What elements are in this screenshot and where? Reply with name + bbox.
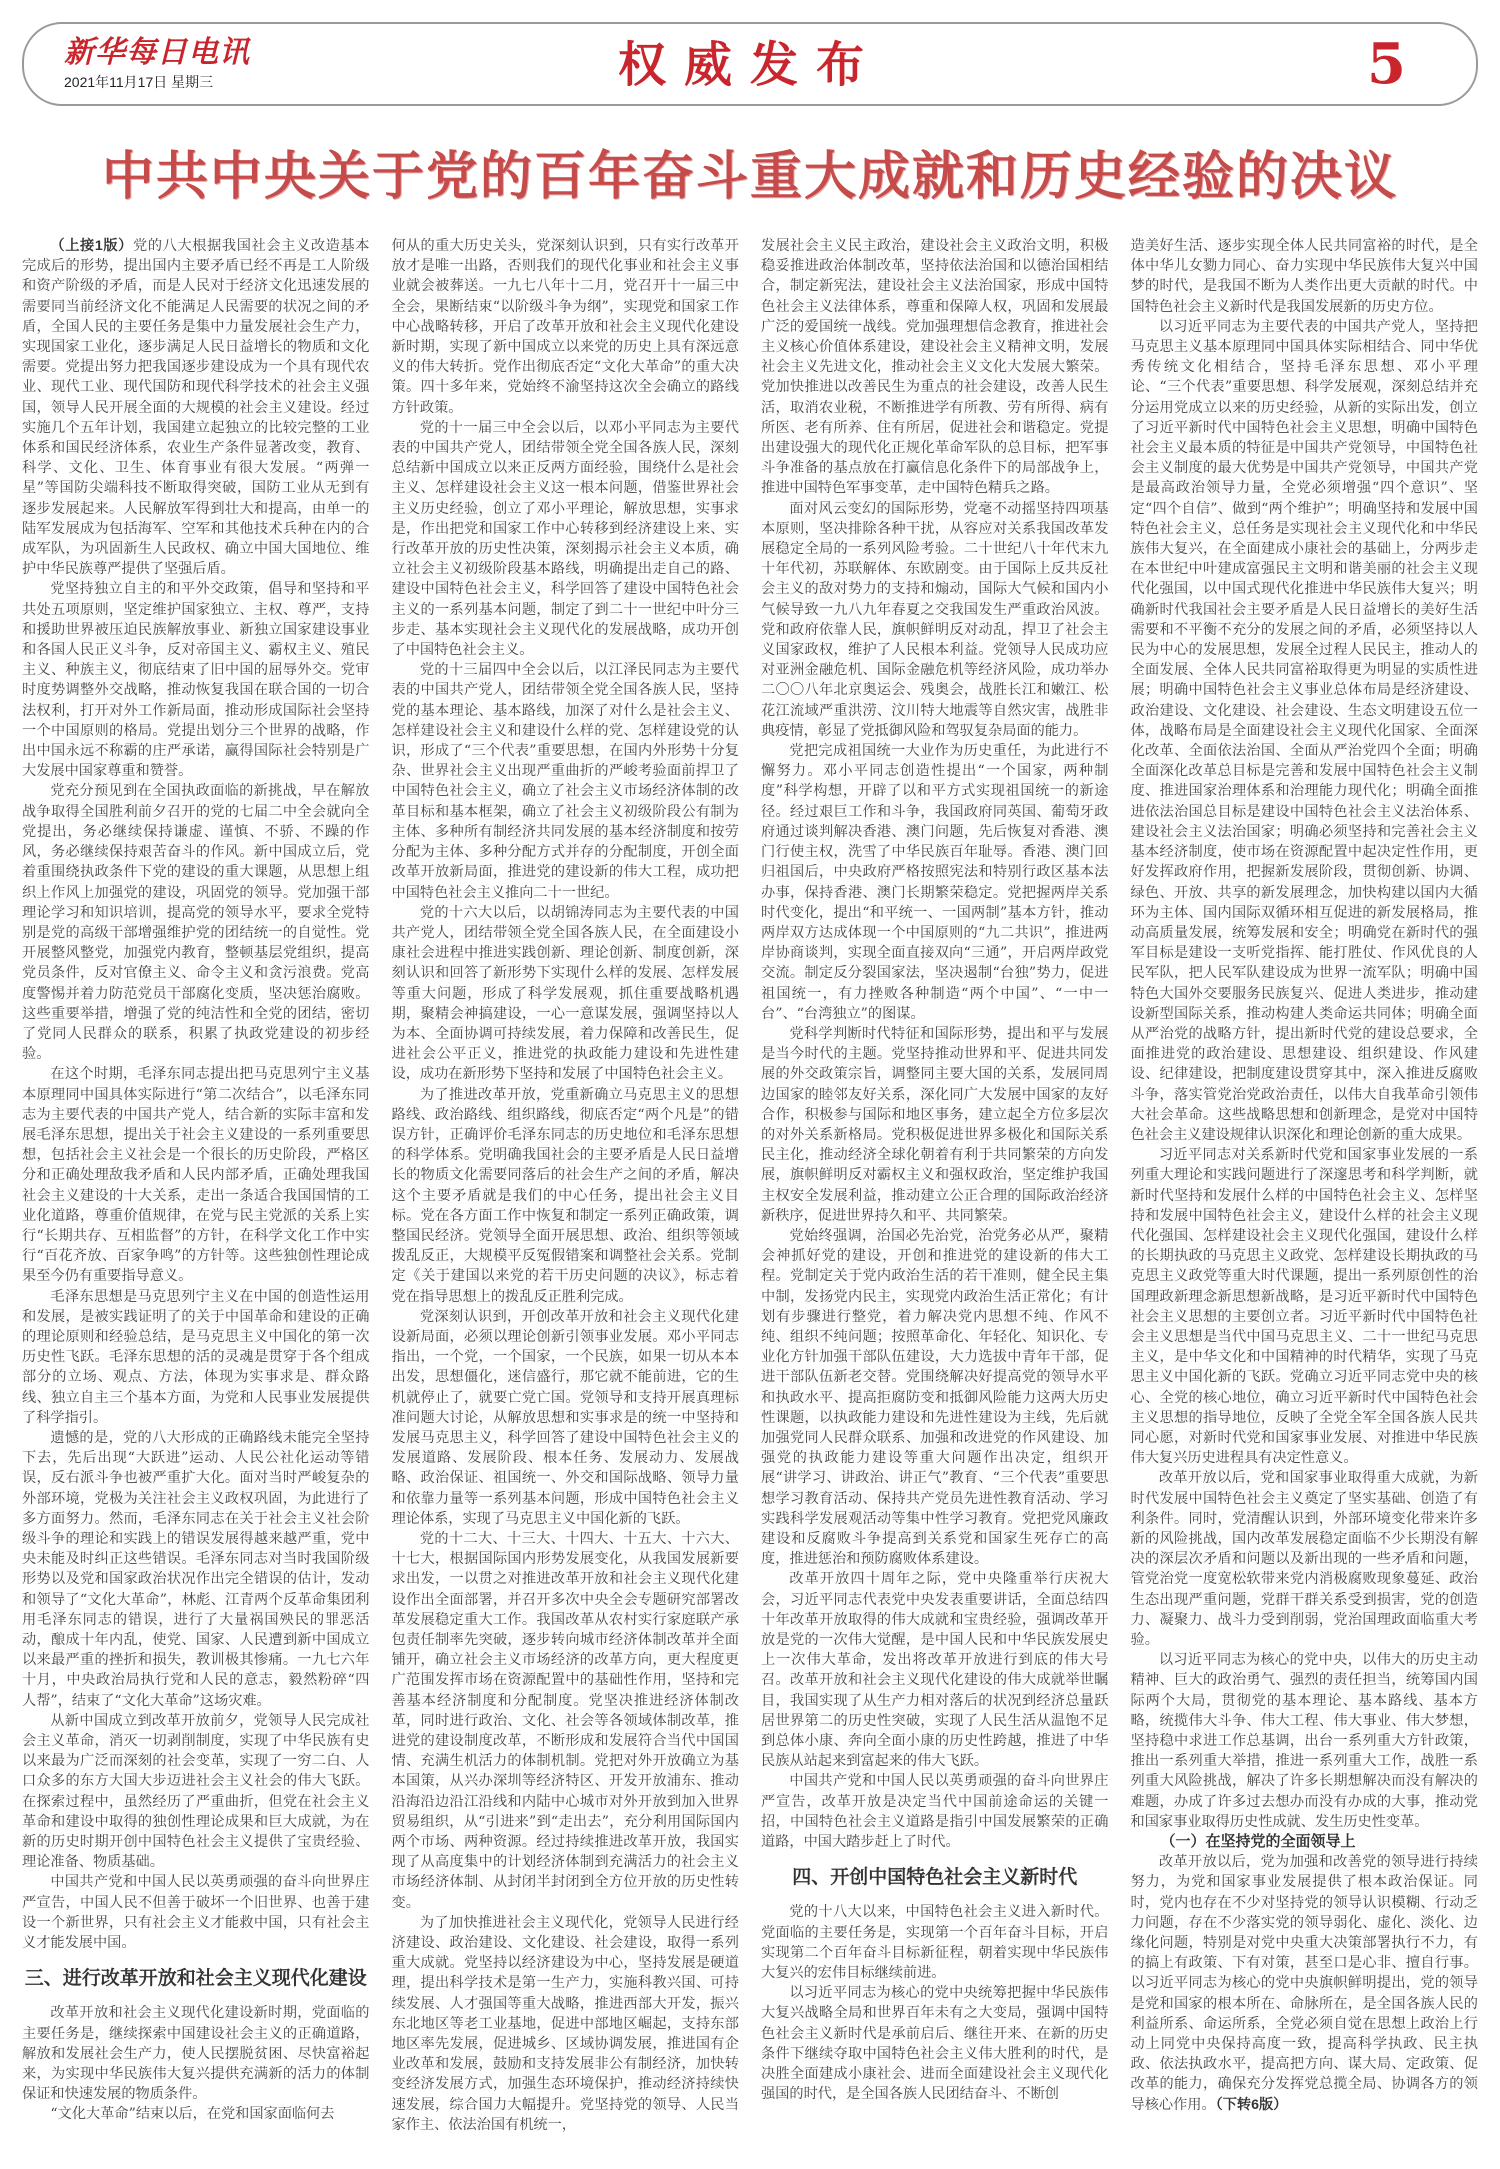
paragraph: 面对风云变幻的国际形势，党毫不动摇坚持四项基本原则，坚决排除各种干扰，从容应对关系我国改革发展稳定全局的一系列风险考验。二十世纪八十年代末九十年代初，苏联解体、东欧剧变。由于国际上反共反社会主义的敌对势力的支持和煽动，国际大气候和国内小气候导致一九八九年春夏之交我国发生严重政治风波。党和政府依靠人民，旗帜鲜明反对动乱，捍卫了社会主义国家政权，维护了人民根本利益。党领导人民成功应对亚洲金融危机、国际金融危机等经济风险，成功举办二〇〇八年北京奥运会、残奥会，战胜长江和嫩江、松花江流域严重洪涝、汶川特大地震等自然灾害，战胜非典疫情，彰显了党抵御风险和驾驭复杂局面的能力。	[761, 500, 1109, 739]
paragraph: 党充分预见到在全国执政面临的新挑战，早在解放战争取得全国胜利前夕召开的党的七届二中全会就向全党提出，务必继续保持谦虚、谨慎、不骄、不躁的作风，务必继续保持艰苦奋斗的作风。新中国成立后，党着重围绕执政条件下党的建设的重大课题，从思想上组织上作风上加强党的建设，巩固党的领导。党加强干部理论学习和知识培训，提高党的领导水平，要求全党特别是党的高级干部增强维护党的团结统一的自觉性。党开展整风整党，加强党内教育，整顿基层党组织，提高党员条件，反对官僚主义、命令主义和贪污浪费。党高度警惕并着力防范党员干部腐化变质，坚决惩治腐败。这些重要举措，增强了党的纯洁性和全党的团结，密切了党同人民群众的联系，积累了执政党建设的初步经验。	[22, 783, 370, 1063]
paragraph: 改革开放四十周年之际，党中央隆重举行庆祝大会，习近平同志代表党中央发表重要讲话，全面总结四十年改革开放取得的伟大成就和宝贵经验，强调改革开放是党的一次伟大觉醒，是中国人民和中华民族发展史上一次伟大革命，发出将改革开放进行到底的伟大号召。改革开放和社会主义现代化建设的伟大成就举世瞩目，我国实现了从生产力相对落后的状况到经济总量跃居世界第二的历史性突破，实现了人民生活从温饱不足到总体小康、奔向全面小康的历史性跨越，推进了中华民族从站起来到富起来的伟大飞跃。	[761, 1571, 1109, 1770]
paragraph: 党深刻认识到，开创改革开放和社会主义现代化建设新局面，必须以理论创新引领事业发展。邓小平同志指出，一个党，一个国家，一个民族，如果一切从本本出发，思想僵化，迷信盛行，那它就不能前进，它的生机就停止了，就要亡党亡国。党领导和支持开展真理标准问题大讨论，从解放思想和实事求是的统一中坚持和发展马克思主义，科学回答了建设中国特色社会主义的发展道路、发展阶段、根本任务、发展动力、发展战略、政治保证、祖国统一、外交和国际战略、领导力量和依靠力量等一系列基本问题，形成中国特色社会主义理论体系，实现了马克思主义中国化新的飞跃。	[391, 1308, 739, 1527]
paragraph: 毛泽东思想是马克思列宁主义在中国的创造性运用和发展，是被实践证明了的关于中国革命和建设的正确的理论原则和经验总结，是马克思主义中国化的第一次历史性飞跃。毛泽东思想的活的灵魂是贯穿于各个组成部分的立场、观点、方法，体现为实事求是、群众路线、独立自主三个基本方面，为党和人民事业发展提供了科学指引。	[22, 1288, 370, 1426]
column-4	[1131, 236, 1479, 2146]
paragraph: 党的十三届四中全会以后，以江泽民同志为主要代表的中国共产党人，团结带领全党全国各族人民，坚持党的基本理论、基本路线，加深了对什么是社会主义、怎样建设社会主义和建设什么样的党、怎样建设党的认识，形成了“三个代表”重要思想，在国内外形势十分复杂、世界社会主义出现严重曲折的严峻考验面前捍卫了中国特色社会主义，确立了社会主义市场经济体制的改革目标和基本框架，确立了社会主义初级阶段公有制为主体、多种所有制经济共同发展的基本经济制度和按劳分配为主体、多种分配方式并存的分配制度，开创全面改革开放新局面，推进党的建设新的伟大工程，成功把中国特色社会主义推向二十一世纪。	[391, 662, 739, 901]
continued-from-note: （上接1版）	[50, 238, 134, 254]
paragraph: 改革开放以后，党和国家事业取得重大成就，为新时代发展中国特色社会主义奠定了坚实基础、创造了有利条件。同时，党清醒认识到，外部环境变化带来许多新的风险挑战，国内改革发展稳定面临不少长期没有解决的深层次矛盾和问题以及新出现的一些矛盾和问题，管党治党一度宽松软带来党内消极腐败现象蔓延、政治生态出现严重问题，党群干群关系受到损害，党的创造力、凝聚力、战斗力受到削弱，党治国理政面临重大考验。	[1130, 1470, 1478, 1649]
paragraph: 党的十六大以后，以胡锦涛同志为主要代表的中国共产党人，团结带领全党全国各族人民，在全面建设小康社会进程中推进实践创新、理论创新、制度创新，深刻认识和回答了新形势下实现什么样的发展、怎样发展等重大问题，形成了科学发展观，抓住重要战略机遇期，聚精会神搞建设，一心一意谋发展，强调坚持以人为本、全面协调可持续发展，着力保障和改善民生，促进社会公平正义，推进党的执政能力建设和先进性建设，成功在新形势下坚持和发展了中国特色社会主义。	[391, 904, 739, 1083]
article-body	[22, 236, 1478, 2146]
page-number: 5	[1367, 31, 1406, 97]
issue-date: 2021年11月17日 星期三	[64, 74, 214, 90]
paragraph: 从新中国成立到改革开放前夕，党领导人民完成社会主义革命，消灭一切剥削制度，实现了中华民族有史以来最为广泛而深刻的社会变革，实现了一穷二白、人口众多的东方大国大步迈进社会主义社会的伟大飞跃。在探索过程中，虽然经历了严重曲折，但党在社会主义革命和建设中取得的独创性理论成果和巨大成就，为在新的历史时期开创中国特色社会主义提供了宝贵经验、理论准备、物质基础。	[22, 1712, 370, 1871]
paragraph: 以习近平同志为核心的党中央，以伟大的历史主动精神、巨大的政治勇气、强烈的责任担当，统筹国内国际两个大局，贯彻党的基本理论、基本路线、基本方略，统揽伟大斗争、伟大工程、伟大事业、伟大梦想，坚持稳中求进工作总基调，出台一系列重大方针政策，推出一系列重大举措，推进一系列重大工作，战胜一系列重大风险挑战，解决了许多长期想解决而没有解决的难题，办成了许多过去想办而没有办成的大事，推动党和国家事业取得历史性成就、发生历史性变革。	[1130, 1652, 1478, 1830]
paragraph: 遗憾的是，党的八大形成的正确路线未能完全坚持下去，先后出现“大跃进”运动、人民公社化运动等错误，反右派斗争也被严重扩大化。面对当时严峻复杂的外部环境，党极为关注社会主义政权巩固，为此进行了多方面努力。然而，毛泽东同志在关于社会主义社会阶级斗争的理论和实践上的错误发展得越来越严重，党中央未能及时纠正这些错误。毛泽东同志对当时我国阶级形势以及党和国家政治状况作出完全错误的估计，发动和领导了“文化大革命”，林彪、江青两个反革命集团利用毛泽东同志的错误，进行了大量祸国殃民的罪恶活动，酿成十年内乱，使党、国家、人民遭到新中国成立以来最严重的挫折和损失，教训极其惨痛。一九七六年十月，中央政治局执行党和人民的意志，毅然粉碎“四人帮”，结束了“文化大革命”这场灾难。	[22, 1429, 370, 1709]
paragraph: 为了加快推进社会主义现代化，党领导人民进行经济建设、政治建设、文化建设、社会建设，取得一系列重大成就。党坚持以经济建设为中心，坚持发展是硬道理，提出科学技术是第一生产力，实施科教兴国、可持续发展、人才强国等重大战略，推进西部大开发，振兴东北地区等老工业基地，促进中部地区崛起，支持东部地区率先发展，促进城乡、区域协调发展，推进国有企业改革和发展，鼓励和支持发展非公有制经济，加快转变经济发展方式，加强生态环境保护，推动经济持续快速发展，综合国力大幅提升。党坚持党的领导、人民当家作主、依法治国有机统一，	[391, 1914, 739, 2133]
paragraph-continuation: 发展社会主义民主政治，建设社会主义政治文明，积极稳妥推进政治体制改革，坚持依法治国和以德治国相结合，制定新宪法，建设社会主义法治国家，形成中国特色社会主义法律体系，尊重和保障人权，巩固和发展最广泛的爱国统一战线。党加强理想信念教育，推进社会主义核心价值体系建设，建设社会主义精神文明，发展社会主义先进文化，推动社会主义文化大发展大繁荣。党加快推进以改善民生为重点的社会建设，改善人民生活，取消农业税，不断推进学有所教、劳有所得、病有所医、老有所养、住有所居，促进社会和谐稳定。党提出建设强大的现代化正规化革命军队的总目标，把军事斗争准备的基点放在打赢信息化条件下的局部战争上，推进中国特色军事变革，走中国特色精兵之路。	[761, 238, 1109, 497]
paragraph-continuation: 何从的重大历史关头，党深刻认识到，只有实行改革开放才是唯一出路，否则我们的现代化事业和社会主义事业就会被葬送。一九七八年十二月，党召开十一届三中全会，果断结束“以阶级斗争为纲”，实现党和国家工作中心战略转移，开启了改革开放和社会主义现代化建设新时期，实现了新中国成立以来党的历史上具有深远意义的伟大转折。党作出彻底否定“文化大革命”的重大决策。四十多年来，党始终不渝坚持这次全会确立的路线方针政策。	[391, 238, 739, 416]
paragraph: 为了推进改革开放，党重新确立马克思主义的思想路线、政治路线、组织路线，彻底否定“两个凡是”的错误方针，正确评价毛泽东同志的历史地位和毛泽东思想的科学体系。党明确我国社会的主要矛盾是人民日益增长的物质文化需要同落后的社会生产之间的矛盾，解决这个主要矛盾就是我们的中心任务，提出社会主义目标。党在各方面工作中恢复和制定一系列正确政策，调整国民经济。党领导全面开展思想、政治、组织等领域拨乱反正，大规模平反冤假错案和调整社会关系。党制定《关于建国以来党的若干历史问题的决议》，标志着党在指导思想上的拨乱反正胜利完成。	[391, 1086, 739, 1305]
paragraph: 党始终强调，治国必先治党，治党务必从严，聚精会神抓好党的建设，开创和推进党的建设新的伟大工程。党制定关于党内政治生活的若干准则，健全民主集中制，发扬党内民主，实现党内政治生活正常化；有计划有步骤进行整党，着力解决党内思想不纯、作风不纯、组织不纯问题；按照革命化、年轻化、知识化、专业化方针加强干部队伍建设，大力选拔中青年干部，促进干部队伍新老交替。党围绕解决好提高党的领导水平和执政水平、提高拒腐防变和抵御风险能力这两大历史性课题，以执政能力建设和先进性建设为主线，先后就加强党同人民群众联系、加强和改进党的作风建设、加强党的执政能力建设等重大问题作出决定，组织开展“讲学习、讲政治、讲正气”教育、“三个代表”重要思想学习教育活动、保持共产党员先进性教育活动、学习实践科学发展观活动等集中性学习教育。党把党风廉政建设和反腐败斗争提高到关系党和国家生死存亡的高度，推进惩治和预防腐败体系建设。	[761, 1227, 1109, 1568]
paragraph: 党科学判断时代特征和国际形势，提出和平与发展是当今时代的主题。党坚持推动世界和平、促进共同发展的外交政策宗旨，调整同主要大国的关系，发展同周边国家的睦邻友好关系，深化同广大发展中国家的友好合作，积极参与国际和地区事务，建立起全方位多层次的对外关系新格局。党积极促进世界多极化和国际关系民主化，推动经济全球化朝着有利于共同繁荣的方向发展，旗帜鲜明反对霸权主义和强权政治，坚定维护我国主权安全发展利益，推动建立公正合理的国际政治经济新秩序，促进世界持久和平、共同繁荣。	[761, 1025, 1109, 1224]
paragraph: 改革开放和社会主义现代化建设新时期，党面临的主要任务是，继续探索中国建设社会主义的正确道路，解放和发展社会生产力，使人民摆脱贫困、尽快富裕起来，为实现中华民族伟大复兴提供充满新的活力的体制保证和快速发展的物质条件。	[22, 2005, 370, 2103]
column-2	[392, 236, 740, 2146]
paragraph: 党坚持独立自主的和平外交政策，倡导和坚持和平共处五项原则，坚定维护国家独立、主权、尊严，支持和援助世界被压迫民族解放事业、新独立国家建设事业和各国人民正义斗争，反对帝国主义、霸权主义、殖民主义、种族主义，彻底结束了旧中国的屈辱外交。党审时度势调整外交战略，推动恢复我国在联合国的一切合法权利，打开对外工作新局面，推动形成国际社会坚持一个中国原则的格局。党提出划分三个世界的战略，作出中国永远不称霸的庄严承诺，赢得国际社会特别是广大发展中国家尊重和赞誉。	[22, 581, 370, 780]
paragraph: 党的十二大、十三大、十四大、十五大、十六大、十七大，根据国际国内形势发展变化，从我国发展新要求出发，一以贯之对推进改革开放和社会主义现代化建设作出全面部署，并召开多次中央全会专题研究部署改革发展稳定重大工作。我国改革从农村实行家庭联产承包责任制率先突破，逐步转向城市经济体制改革并全面铺开，确立社会主义市场经济的改革方向，更大程度更广范围发挥市场在资源配置中的基础性作用，坚持和完善基本经济制度和分配制度。党坚决推进经济体制改革，同时进行政治、文化、社会等各领域体制改革，推进党的建设制度改革，不断形成和发展符合当代中国国情、充满生机活力的体制机制。党把对外开放确立为基本国策，从兴办深圳等经济特区、开发开放浦东、推动沿海沿边沿江沿线和内陆中心城市对外开放到加入世界贸易组织，从“引进来”到“走出去”，充分利用国际国内两个市场、两种资源。经过持续推进改革开放，我国实现了从高度集中的计划经济体制到充满活力的社会主义市场经济体制、从封闭半封闭到全方位开放的历史性转变。	[391, 1531, 739, 1911]
paragraph: 改革开放以后，党为加强和改善党的领导进行持续努力，为党和国家事业发展提供了根本政治保证。同时，党内也存在不少对坚持党的领导认识模糊、行动乏力问题，存在不少落实党的领导弱化、虚化、淡化、边缘化问题，特别是对党中央重大决策部署执行不力，有的搞上有政策、下有对策，甚至口是心非、擅自行事。以习近平同志为核心的党中央旗帜鲜明提出，党的领导是党和国家的根本所在、命脉所在，是全国各族人民的利益所系、命运所系，全党必须自觉在思想上政治上行动上同党中央保持高度一致，提高科学执政、民主执政、依法执政水平，提高把方向、谋大局、定政策、促改革的能力，确保充分发挥党总揽全局、协调各方的领导核心作用。（下转6版）	[1130, 1854, 1478, 2113]
paragraph: 党的十八大以来，中国特色社会主义进入新时代。党面临的主要任务是，实现第一个百年奋斗目标，开启实现第二个百年奋斗目标新征程，朝着实现中华民族伟大复兴的宏伟目标继续前进。	[761, 1904, 1109, 1982]
section-heading: 三、进行改革开放和社会主义现代化建设	[24, 1968, 367, 1990]
paragraph: 中国共产党和中国人民以英勇顽强的奋斗向世界庄严宣告，中国人民不但善于破坏一个旧世界、也善于建设一个新世界，只有社会主义才能救中国，只有社会主义才能发展中国。	[22, 1874, 370, 1952]
paragraph: 党把完成祖国统一大业作为历史重任，为此进行不懈努力。邓小平同志创造性提出“一个国家，两种制度”科学构想，开辟了以和平方式实现祖国统一的新途径。经过艰巨工作和斗争，我国政府同英国、葡萄牙政府通过谈判解决香港、澳门问题，先后恢复对香港、澳门行使主权，洗雪了中华民族百年耻辱。香港、澳门回归祖国后，中央政府严格按照宪法和特别行政区基本法办事，保持香港、澳门长期繁荣稳定。党把握两岸关系时代变化，提出“和平统一、一国两制”基本方针，推动两岸双方达成体现一个中国原则的“九二共识”，推进两岸协商谈判，实现全面直接双向“三通”，开启两岸政党交流。制定反分裂国家法，坚决遏制“台独”势力，促进祖国统一，有力挫败各种制造“两个中国”、“一中一台”、“台湾独立”的图谋。	[761, 743, 1109, 1022]
paragraph: 以习近平同志为主要代表的中国共产党人，坚持把马克思主义基本原理同中国具体实际相结合、同中华优秀传统文化相结合，坚持毛泽东思想、邓小平理论、“三个代表”重要思想、科学发展观，深刻总结并充分运用党成立以来的历史经验，从新的实际出发，创立了习近平新时代中国特色社会主义思想，明确中国特色社会主义最本质的特征是中国共产党领导，中国特色社会主义制度的最大优势是中国共产党领导，中国共产党是最高政治领导力量，全党必须增强“四个意识”、坚定“四个自信”、做到“两个维护”；明确坚持和发展中国特色社会主义，总任务是实现社会主义现代化和中华民族伟大复兴，在全面建成小康社会的基础上，分两步走在本世纪中叶建成富强民主文明和谐美丽的社会主义现代化强国，以中国式现代化推进中华民族伟大复兴；明确新时代我国社会主要矛盾是人民日益增长的美好生活需要和不平衡不充分的发展之间的矛盾，必须坚持以人民为中心的发展思想，发展全过程人民民主，推动人的全面发展、全体人民共同富裕取得更为明显的实质性进展；明确中国特色社会主义事业总体布局是经济建设、政治建设、文化建设、社会建设、生态文明建设五位一体，战略布局是全面建设社会主义现代化国家、全面深化改革、全面依法治国、全面从严治党四个全面；明确全面深化改革总目标是完善和发展中国特色社会主义制度、推进国家治理体系和治理能力现代化；明确全面推进依法治国总目标是建设中国特色社会主义法治体系、建设社会主义法治国家；明确必须坚持和完善社会主义基本经济制度，使市场在资源配置中起决定性作用，更好发挥政府作用，把握新发展阶段，贯彻创新、协调、绿色、开放、共享的新发展理念，加快构建以国内大循环为主体、国内国际双循环相互促进的新发展格局，推动高质量发展，统筹发展和安全；明确党在新时代的强军目标是建设一支听党指挥、能打胜仗、作风优良的人民军队，把人民军队建设成为世界一流军队；明确中国特色大国外交要服务民族复兴、促进人类进步，推动建设新型国际关系，推动构建人类命运共同体；明确全面从严治党的战略方针，提出新时代党的建设总要求，全面推进党的政治建设、思想建设、组织建设、作风建设、纪律建设，把制度建设贯穿其中，深入推进反腐败斗争，落实管党治党政治责任，以伟大自我革命引领伟大社会革命。这些战略思想和创新理念，是党对中国特色社会主义建设规律认识深化和理论创新的重大成果。	[1130, 318, 1478, 1143]
column-3	[761, 236, 1109, 2146]
continued-on-note: （下转6版）	[1215, 2096, 1288, 2113]
masthead	[22, 22, 1478, 106]
paragraph: 中国共产党和中国人民以英勇顽强的奋斗向世界庄严宣告，改革开放是决定当代中国前途命运的关键一招，中国特色社会主义道路是指引中国发展繁荣的正确道路，中国大踏步赶上了时代。	[761, 1773, 1109, 1851]
paragraph: （上接1版）党的八大根据我国社会主义改造基本完成后的形势，提出国内主要矛盾已经不再是工人阶级和资产阶级的矛盾，而是人民对于经济文化迅速发展的需要同当前经济文化不能满足人民需要的状况之间的矛盾，全国人民的主要任务是集中力量发展社会生产力，实现国家工业化，逐步满足人民日益增长的物质和文化需要。党提出努力把我国逐步建设成为一个具有现代农业、现代工业、现代国防和现代科学技术的社会主义强国，领导人民开展全面的大规模的社会主义建设。经过实施几个五年计划，我国建立起独立的比较完整的工业体系和国民经济体系，农业生产条件显著改变，教育、科学、文化、卫生、体育事业有很大发展。“两弹一星”等国防尖端科技不断取得突破，国防工业从无到有逐步发展起来。人民解放军得到壮大和提高，由单一的陆军发展成为包括海军、空军和其他技术兵种在内的合成军队，为巩固新生人民政权、确立中国大国地位、维护中华民族尊严提供了坚强后盾。	[22, 238, 370, 578]
paragraph: 习近平同志对关系新时代党和国家事业发展的一系列重大理论和实践问题进行了深邃思考和科学判断，就新时代坚持和发展什么样的中国特色社会主义、怎样坚持和发展中国特色社会主义，建设什么样的社会主义现代化强国、怎样建设社会主义现代化强国，建设什么样的长期执政的马克思主义政党、怎样建设长期执政的马克思主义政党等重大时代课题，提出一系列原创性的治国理政新理念新思想新战略，是习近平新时代中国特色社会主义思想的主要创立者。习近平新时代中国特色社会主义思想是当代中国马克思主义、二十一世纪马克思主义，是中华文化和中国精神的时代精华，实现了马克思主义中国化新的飞跃。党确立习近平同志党中央的核心、全党的核心地位，确立习近平新时代中国特色社会主义思想的指导地位，反映了全党全军全国各族人民共同心愿，对新时代党和国家事业发展、对推进中华民族伟大复兴历史进程具有决定性意义。	[1130, 1147, 1478, 1467]
brand-logo: 新华每日电讯	[64, 35, 250, 70]
paragraph: 在这个时期，毛泽东同志提出把马克思列宁主义基本原理同中国具体实际进行“第二次结合”，以毛泽东同志为主要代表的中国共产党人，结合新的实际丰富和发展毛泽东思想，提出关于社会主义建设的一系列重要思想，包括社会主义社会是一个很长的历史阶段，严格区分和正确处理敌我矛盾和人民内部矛盾，正确处理我国社会主义建设的十大关系，走出一条适合我国国情的工业化道路，尊重价值规律，在党与民主党派的关系上实行“长期共存、互相监督”的方针，在科学文化工作中实行“百花齐放、百家争鸣”的方针等。这些独创性理论成果至今仍有重要指导意义。	[22, 1066, 370, 1285]
section-heading: 四、开创中国特色社会主义新时代	[792, 1867, 1078, 1889]
paragraph: 党的十一届三中全会以后，以邓小平同志为主要代表的中国共产党人，团结带领全党全国各族人民，深刻总结新中国成立以来正反两方面经验，围绕什么是社会主义、怎样建设社会主义这一根本问题，借鉴世界社会主义历史经验，创立了邓小平理论，解放思想，实事求是，作出把党和国家工作中心转移到经济建设上来、实行改革开放的历史性决策，深刻揭示社会主义本质，确立社会主义初级阶段基本路线，明确提出走自己的路、建设中国特色社会主义，科学回答了建设中国特色社会主义的一系列基本问题，制定了到二十一世纪中叶分三步走、基本实现社会主义现代化的发展战略，成功开创了中国特色社会主义。	[391, 419, 739, 659]
section-title: 权威发布	[617, 37, 882, 93]
paragraph: 以习近平同志为核心的党中央统筹把握中华民族伟大复兴战略全局和世界百年未有之大变局，强调中国特色社会主义新时代是承前启后、继往开来、在新的历史条件下继续夺取中国特色社会主义伟大胜利的时代，是决胜全面建成小康社会、进而全面建设社会主义现代化强国的时代，是全国各族人民团结奋斗、不断创	[761, 1985, 1109, 2103]
paragraph: “文化大革命”结束以后，在党和国家面临何去	[50, 2106, 335, 2123]
subsection-heading: （一）在坚持党的全面领导上	[1160, 1833, 1356, 1851]
column-1	[22, 236, 370, 2146]
paragraph-continuation: 造美好生活、逐步实现全体人民共同富裕的时代，是全体中华儿女勠力同心、奋力实现中华民族伟大复兴中国梦的时代，是我国不断为人类作出更大贡献的时代。中国特色社会主义新时代是我国发展新的历史方位。	[1130, 238, 1478, 315]
headline: 中共中央关于党的百年奋斗重大成就和历史经验的决议	[101, 146, 1398, 207]
